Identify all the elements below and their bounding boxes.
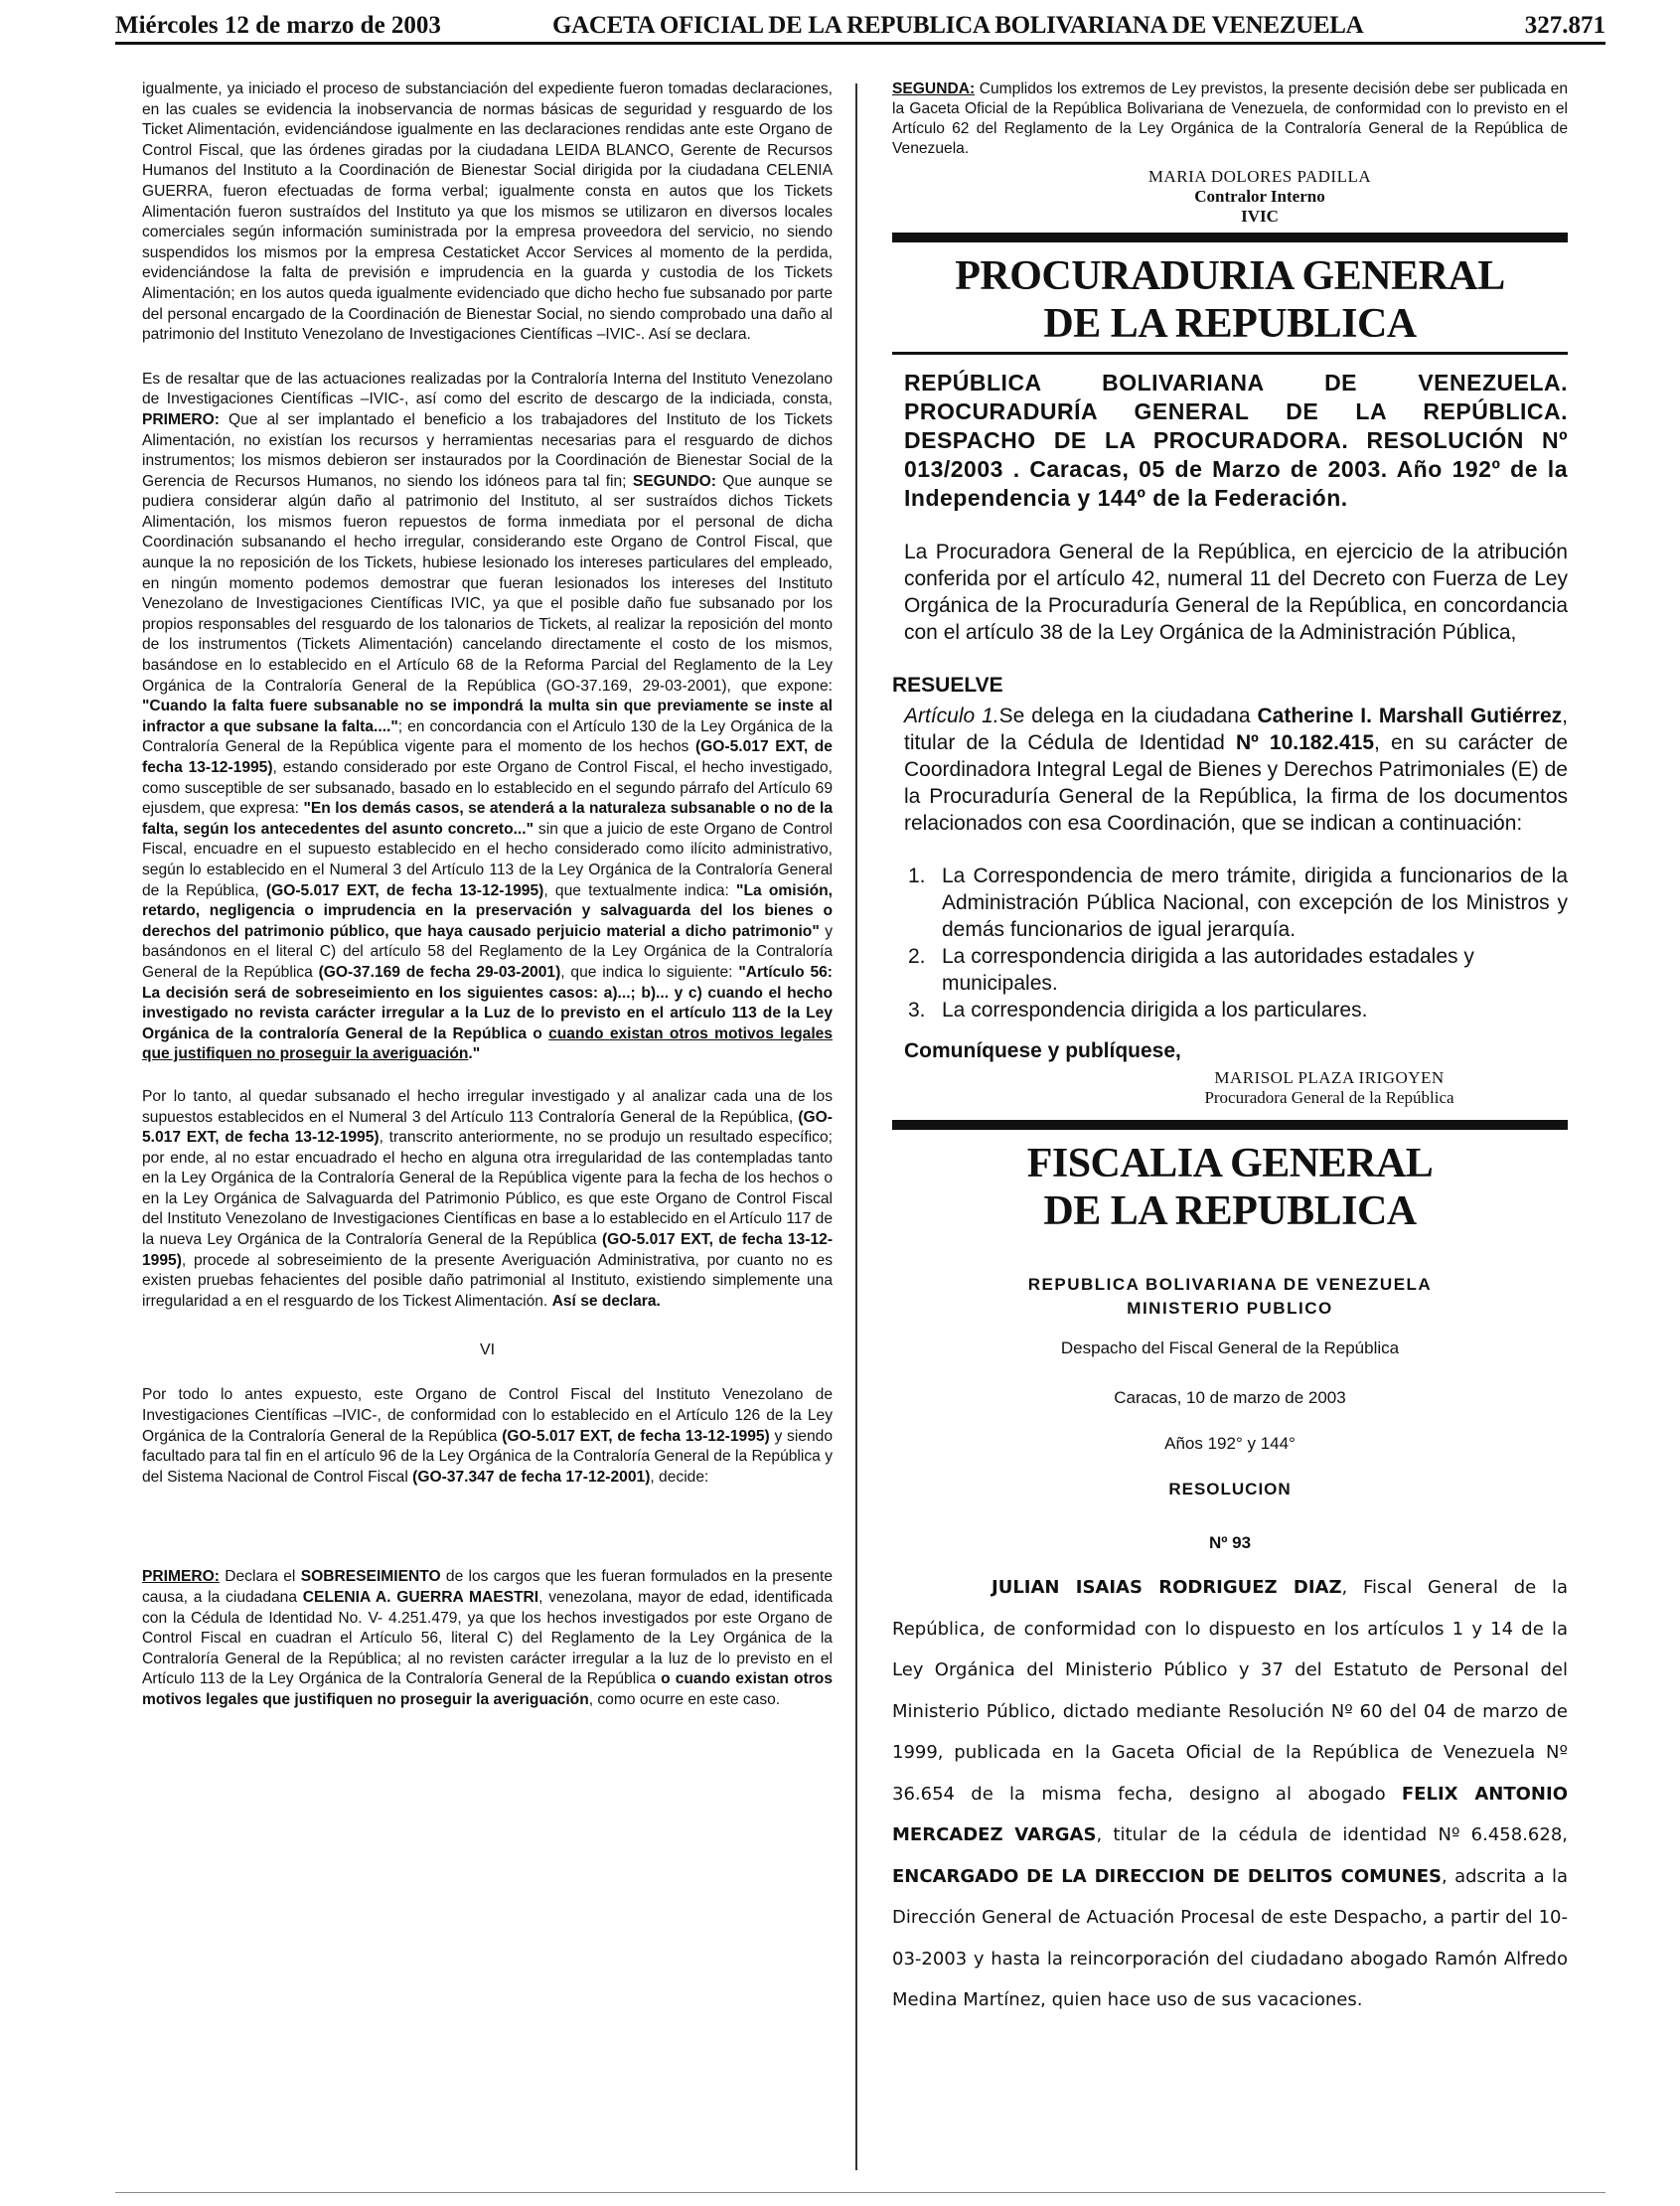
citation: (GO-37.347 de fecha 17-12-2001) (412, 1468, 651, 1486)
heading-line: FISCALIA GENERAL (1026, 1141, 1434, 1186)
heading-line: DE LA REPUBLICA (1043, 301, 1417, 347)
text-run: Es de resaltar que de las actuaciones realizadas por la Contraloría Interna del Instituto Venezolano de Investigaciones Científicas –IVIC-, así como del escrito de descargo de la indiciada, consta, (142, 370, 833, 408)
delegation-list (908, 863, 1568, 1024)
left-paragraph-1: igualmente, ya iniciado el proceso de substanciación del expediente fueron tomadas declaraciones, en las cuales se evidencia la inobservancia de normas básicas de seguridad y resguardo de los Ticket Alimentación, evidenciándose igualmente en las declaraciones rendidas ante este Organo de Control Fiscal, que las órdenes giradas por la ciudadana LEIDA BLANCO, Gerente de Recursos Humanos del Instituto a la Coordinación de Bienestar Social dirigida por la ciudadana CELENIA GUERRA, fueron efectuadas de forma verbal; igualmente consta en autos que los Tickets Alimentación fueron sustraídos del Instituto ya que los mismos se utilizaron en diversos locales comerciales según información suministrada por la empresa proveedora del servicio, no siendo suspendidos los mismos por la empresa Cestaticket Accor Services al momento de la perdida, evidenciándose la falta de previsión e imprudencia en la guarda y custodia de los Tickets Alimentación; en los autos queda igualmente evidenciado que dicho hecho fue subsanado por parte del personal encargado de la Coordinación de Bienestar Social, no siendo comprobado una daño al patrimonio del Instituto Venezolano de Investigaciones Científicas –IVIC-. Así se declara. (142, 80, 833, 344)
list-item (908, 863, 1568, 943)
text-run: JULIAN ISAIAS RODRIGUEZ DIAZ (992, 1577, 1342, 1598)
header-title: GACETA OFICIAL DE LA REPUBLICA BOLIVARIANA DE VENEZUELA (552, 12, 1364, 39)
section-heading-fiscalia (892, 1140, 1568, 1235)
fiscalia-resolucion: RESOLUCION (1168, 1480, 1292, 1498)
fiscalia-despacho: Despacho del Fiscal General de la República (1060, 1339, 1400, 1357)
section-heading-procuraduria (892, 252, 1568, 348)
left-paragraph-5 (142, 1567, 833, 1710)
citation: (GO-37.169 de fecha 29-03-2001) (318, 963, 561, 981)
section-number: VI (479, 1341, 496, 1359)
text-run: Nº 10.182.415 (1235, 731, 1375, 754)
procuraduria-paragraph: La Procuradora General de la República, en ejercicio de la atribución conferida por el artículo 42, numeral 11 del Decreto con Fuerza de Ley Orgánica de la Procuraduría General de la República, en concordancia con el artículo 38 de la Ley Orgánica de la Administración Pública, (904, 541, 1568, 644)
text-run: Que aunque se pudiera considerar algún daño al patrimonio del Instituto, al ser sustraídos dichos Tickets Alimentación, los mismos fueron repuestos de forma inmediata por el personal de dicha Coordinación subsanando el hecho irregular, considerando este Organo de Control Fiscal, que aunque la no reposición de los Tickets, hubiese lesionado los intereses particulares del empleado, en ningún momento podemos demostrar que fueran lesionados los intereses del Instituto Venezolano de Investigaciones Científicas IVIC, ya que el posible daño fue subsanado por los propios responsables del resguardo de los talonarios de Tickets, al realizar la reposición del monto de los instrumentos (Tickets Alimentación) cancelando directamente el costo de los mismos, basándose en lo establecido en el Artículo 68 de la Reforma Parcial del Reglamento de la Ley Orgánica de la Contraloría General de la República (GO-37.169, 29-03-2001), que expone: (142, 472, 833, 695)
citation: (GO-5.017 EXT, de fecha 13-12-1995) (142, 1108, 833, 1147)
signature-title: Contralor Interno (1194, 187, 1325, 206)
text-run: FELIX ANTONIO MERCADEZ VARGAS (892, 1783, 1568, 1845)
list-number: 3. (908, 999, 926, 1022)
fiscalia-number: Nº 93 (1208, 1533, 1252, 1552)
text-run: , que textualmente indica: (543, 881, 737, 899)
quote-end: ." (468, 1045, 481, 1063)
text-run: , adscrita a la Dirección General de Actuación Procesal de este Despacho, a partir del 10-03-2003 y hasta la reincorporación del ciudadano abogado Ramón Alfredo Medina Martínez, quien hace uso de sus vacaciones. (892, 1865, 1569, 2010)
quote: "Cuando la falta fuere subsanable no se impondrá la multa sin que previamente se inste al infractor a que subsane la falta...." (142, 698, 833, 735)
signature-procuradora (1091, 1068, 1568, 1108)
text-run: PRIMERO: (142, 1568, 220, 1586)
text-run: Por lo tanto, al quedar subsanado el hecho irregular investigado y al analizar cada una de los supuestos establecidos en el Numeral 3 del Artículo 113 Contraloría General de la República, (142, 1087, 833, 1126)
left-column (142, 79, 833, 1711)
section-rule (892, 233, 1568, 242)
list-text: La correspondencia dirigida a las autoridades estadales y municipales. (942, 945, 1474, 995)
list-text: La Correspondencia de mero trámite, dirigida a funcionarios de la Administración Pública Nacional, con excepción de los Ministros y demás funcionarios de igual jerarquía. (942, 865, 1568, 941)
text-run: , venezolana, mayor de edad, identificada con la Cédula de Identidad No. V- 4.251.479, ya que los hechos investigados por este Organo de Control Fiscal en cuadran el Artículo 56, literal C) del Reglamento de la Ley Orgánica de la Contraloría General de la República; al no revisten carácter irregular a la luz de lo previsto en el Artículo 113 de la Ley Orgánica de la Contraloría General de la República (142, 1589, 833, 1688)
text-run: , transcrito anteriormente, no se produjo un resultado específico; por ende, al no estar encuadrado el hecho en alguna otra irregularidad de las contempladas tanto en la Ley Orgánica de la Contraloría General de la República vigente para la fecha de los hechos o en la Ley Orgánica de Salvaguarda del Patrimonio Público, es que este Organo de Control Fiscal del Instituto Venezolano de Investigaciones Científicas en base a lo establecido en el Artículo 117 de la nueva Ley Orgánica de la Contraloría General de la República (142, 1129, 833, 1249)
signature-org: IVIC (1241, 207, 1279, 226)
text-run: Así se declara. (551, 1292, 661, 1310)
text-run: , como ocurre en este caso. (588, 1690, 781, 1708)
citation: (GO-5.017 EXT, de fecha 13-12-1995) (502, 1427, 770, 1445)
quote: "La omisión, retardo, negligencia o imprudencia en la preservación y salvaguarda del los bienes o derechos del patrimonio público, que haya causado perjuicio material a dicho patrimonio" (142, 881, 833, 940)
signature-contralor (952, 167, 1568, 227)
heading-line: DE LA REPUBLICA (1043, 1188, 1417, 1234)
text-run: CELENIA A. GUERRA MAESTRI (302, 1589, 539, 1606)
text-run: SOBRESEIMIENTO (300, 1568, 441, 1586)
text-run: sin que a juicio de este Organo de Control Fiscal, encuadre en el supuesto establecido en el hecho considerado como ilícito administrativo, según lo establecido en el Numeral 3 del Artículo 113 de la Ley Orgánica de la Contraloría General de la República, (142, 820, 833, 899)
fiscalia-anos: Años 192° y 144° (1164, 1434, 1296, 1453)
text-run: ; en concordancia con el Artículo 130 de la Ley Orgánica de la Contraloría General de la República vigente para el momento de los hechos (142, 717, 833, 756)
text-run: PRIMERO: (142, 410, 220, 428)
text-run: , procede al sobreseimiento de la presente Averiguación Administrativa, por cuanto no es existen pruebas fehacientes del posible daño patrimonial al Instituto, existiendo simplemente una irregularidad a en el resguardo de los Tickest Alimentación. (142, 1251, 833, 1310)
section-rule (892, 1120, 1568, 1130)
text-run: Cumplidos los extremos de Ley previstos, la presente decisión debe ser publicada en la Gaceta Oficial de la República Bolivariana de Venezuela, de conformidad con lo previsto en el Artículo 62 del Reglamento de la Ley Orgánica de la Contraloría General de la República de Venezuela. (892, 80, 1568, 157)
left-paragraph-2 (142, 370, 833, 1065)
text-run: SEGUNDA: (892, 80, 976, 97)
text-run: , Fiscal General de la República, de conformidad con lo dispuesto en los artículos 1 y 14 de la Ley Orgánica del Ministerio Público y 37 del Estatuto de Personal del Ministerio Público, dictado mediante Resolución Nº 60 del 04 de marzo de 1999, publicada en la Gaceta Oficial de la República de Venezuela Nº 36.654 de la misma fecha, designo al abogado (892, 1577, 1568, 1805)
text-run: Por todo lo antes expuesto, este Organo de Control Fiscal del Instituto Venezolano de Investigaciones Científicas –IVIC-, de conformidad con lo establecido en el Artículo 126 de la Ley Orgánica de la Contraloría General de la República (142, 1386, 833, 1445)
fiscalia-paragraph (892, 1567, 1568, 2021)
text-run: Artículo 1. (904, 705, 999, 727)
list-number: 1. (908, 865, 926, 887)
text-run: Que al ser implantado el beneficio a los trabajadores del Instituto de los Tickets Alimentación, no existían los recursos y herramientas necesarias para el resguardo de dichos instrumentos; los mismos debieron ser instaurados por la Coordinación de Bienestar Social de la Gerencia de Recursos Humanos, no siendo los idóneos para tal fin; (142, 410, 833, 490)
text-run: , decide: (650, 1468, 709, 1486)
resuelve-heading: RESUELVE (892, 674, 1003, 697)
list-number: 2. (908, 945, 926, 968)
heading-line: PROCURADURIA GENERAL (955, 253, 1505, 299)
text-run: , en su carácter de Coordinadora Integral Legal de Bienes y Derechos Patrimoniales (E) de la Procuraduría General de la República, la firma de los documentos relacionados con esa Coordinación, que se indican a continuación: (904, 731, 1568, 835)
text-run: , titular de la cédula de identidad Nº 6.458.628, (1096, 1824, 1568, 1845)
page-header (115, 8, 1605, 44)
text-run: Catherine I. Marshall Gutiérrez (1257, 705, 1563, 727)
signature-name: MARIA DOLORES PADILLA (1147, 167, 1372, 186)
citation: (GO-5.017 EXT, de fecha 13-12-1995) (142, 1231, 834, 1269)
page-number: 327.871 (1524, 12, 1605, 39)
section-rule (892, 352, 1568, 355)
text-run: o cuando existan otros motivos legales que justifiquen no proseguir la averiguación (142, 1670, 833, 1708)
spacer (892, 1235, 1568, 1273)
right-column (892, 79, 1568, 2021)
quote-underlined: cuando existan otros motivos legales que justifiquen no proseguir la averiguación (142, 1024, 834, 1063)
text-run: , titular de la Cédula de Identidad (904, 705, 1568, 754)
segunda-paragraph (892, 79, 1568, 159)
signature-name: MARISOL PLAZA IRIGOYEN (1214, 1068, 1445, 1087)
bottom-rule (115, 2192, 1605, 2193)
fiscalia-subheading: MINISTERIO PUBLICO (1127, 1299, 1333, 1318)
fiscalia-subheading: REPUBLICA BOLIVARIANA DE VENEZUELA (1027, 1275, 1433, 1294)
header-date: Miércoles 12 de marzo de 2003 (115, 12, 441, 39)
quote: "En los demás casos, se atenderá a la naturaleza subsanable o no de la falta, según los antecedentes del asunto concreto..." (142, 800, 833, 838)
column-divider (855, 83, 857, 2170)
text-run: , estando considerado por este Organo de Control Fiscal, el hecho investigado, como susceptible de ser subsanado, basado en lo establecido en el segundo párrafo del Artículo 69 ejusdem, que expresa: (142, 759, 833, 818)
left-paragraph-4 (142, 1385, 833, 1488)
left-paragraph-3 (142, 1087, 833, 1313)
text-run: ENCARGADO DE LA DIRECCION DE DELITOS COMUNES (892, 1865, 1443, 1887)
text-run: Declara el (219, 1568, 301, 1586)
header-rule (115, 42, 1605, 45)
fiscalia-date: Caracas, 10 de marzo de 2003 (1114, 1388, 1346, 1407)
text-run: y basándonos en el literal C) del artículo 58 del Reglamento de la Ley Orgánica de la Contraloría General de la República (142, 922, 833, 981)
list-text: La correspondencia dirigida a los particulares. (942, 999, 1368, 1022)
citation: (GO-5.017 EXT, de fecha 13-12-1995) (265, 881, 544, 899)
text-run: , que indica lo siguiente: (560, 963, 739, 981)
text-run: SEGUNDO: (632, 472, 716, 490)
list-item (908, 997, 1568, 1024)
articulo-1 (904, 703, 1568, 837)
signature-title: Procuradora General de la República (1204, 1088, 1454, 1107)
comuniquese: Comuníquese y publíquese, (904, 1039, 1181, 1062)
text-run: y siendo facultado para tal fin en el artículo 96 de la Ley Orgánica de la Contraloría General de la República y del Sistema Nacional de Control Fiscal (142, 1427, 833, 1486)
text-run: Se delega en la ciudadana (998, 705, 1258, 727)
quote: "Artículo 56: La decisión será de sobreseimiento en los siguientes casos: a)...; b)... y c) cuando el hecho investigado no revista carácter irregular a la Luz de lo previsto en el artículo 113 de la Ley Orgánica de la contraloría General de la República o (142, 963, 833, 1042)
list-item (908, 943, 1568, 997)
citation: (GO-5.017 EXT, de fecha 13-12-1995) (142, 738, 833, 776)
procuraduria-intro: REPÚBLICA BOLIVARIANA DE VENEZUELA. PROCURADURÍA GENERAL DE LA REPÚBLICA. DESPACHO DE LA PROCURADORA. RESOLUCIÓN Nº 013/2003 . Caracas, 05 de Marzo de 2003. Año 192º de la Independencia y 144º de la Federación. (904, 370, 1568, 511)
text-run: de los cargos que les fueran formulados en la presente causa, a la ciudadana (142, 1568, 833, 1606)
